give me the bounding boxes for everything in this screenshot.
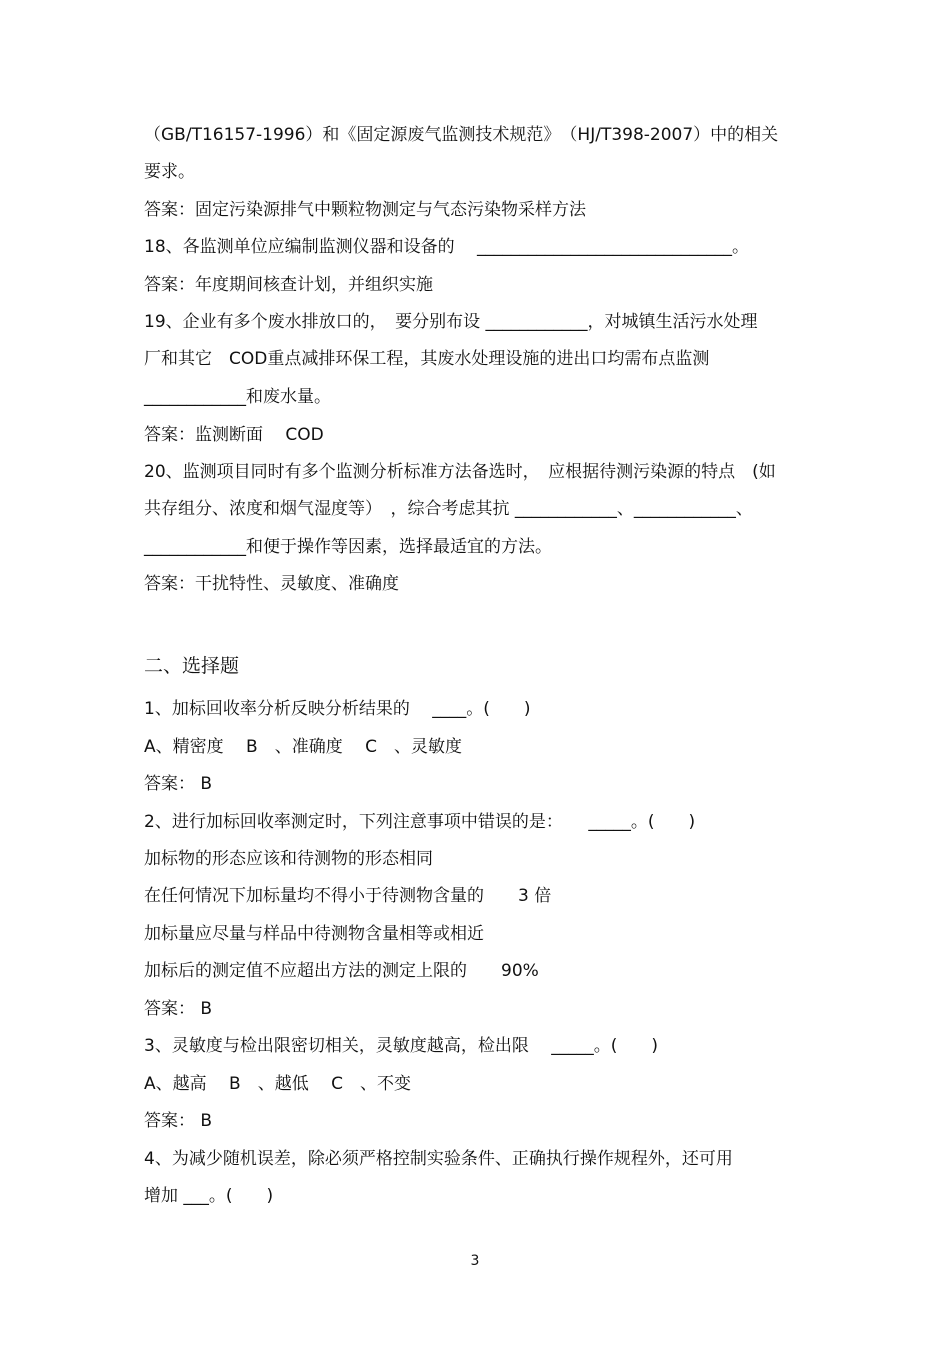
answer-line: 答案：固定污染源排气中颗粒物测定与气态污染物采样方法: [144, 200, 586, 220]
text-line: 增加 ___。( ): [144, 1186, 274, 1206]
question-line: 19、企业有多个废水排放口的， 要分别布设 ____________，对城镇生活污水处理: [144, 312, 758, 332]
answer-line: 答案： B: [144, 1111, 213, 1131]
text-line: 厂和其它 COD重点减排环保工程，其废水处理设施的进出口均需布点监测: [144, 349, 710, 369]
answer-line: 答案： B: [144, 999, 213, 1019]
question-line: 1、加标回收率分析反映分析结果的 ____。( ): [144, 699, 531, 719]
answer-line: 答案：年度期间核查计划，并组织实施: [144, 275, 433, 295]
text-line: ____________和便于操作等因素，选择最适宜的方法。: [144, 537, 552, 557]
text-line: （GB/T16157-1996）和《固定源废气监测技术规范》 （HJ/T398-2007）中的相关: [144, 125, 779, 145]
options-line: A、精密度 B 、准确度 C 、灵敏度: [144, 737, 462, 757]
answer-line: 答案：监测断面 COD: [144, 425, 324, 445]
question-line: 2、进行加标回收率测定时，下列注意事项中错误的是： _____。( ): [144, 812, 696, 832]
question-line: 4、为减少随机误差，除必须严格控制实验条件、正确执行操作规程外，还可用: [144, 1149, 733, 1169]
answer-line: 答案：干扰特性、灵敏度、准确度: [144, 574, 399, 594]
answer-line: 答案： B: [144, 774, 213, 794]
question-line: 3、灵敏度与检出限密切相关，灵敏度越高，检出限 _____。( ): [144, 1036, 658, 1056]
section-title: 二、选择题: [144, 655, 240, 677]
page-number: 3: [470, 1253, 480, 1269]
option-line: 加标量应尽量与样品中待测物含量相等或相近: [144, 924, 484, 944]
option-line: 加标物的形态应该和待测物的形态相同: [144, 849, 433, 869]
question-line: 20、监测项目同时有多个监测分析标准方法备选时， 应根据待测污染源的特点 (如: [144, 462, 776, 482]
options-line: A、越高 B 、越低 C 、不变: [144, 1074, 411, 1094]
text-line: 共存组分、浓度和烟气湿度等） ，综合考虑其抗 ____________、____________、: [144, 499, 753, 519]
option-line: 在任何情况下加标量均不得小于待测物含量的 3 倍: [144, 886, 552, 906]
text-line: ____________和废水量。: [144, 387, 331, 407]
option-line: 加标后的测定值不应超出方法的测定上限的 90%: [144, 961, 539, 981]
question-line: 18、各监测单位应编制监测仪器和设备的 ______________________________。: [144, 237, 750, 257]
text-line: 要求。: [144, 162, 195, 182]
